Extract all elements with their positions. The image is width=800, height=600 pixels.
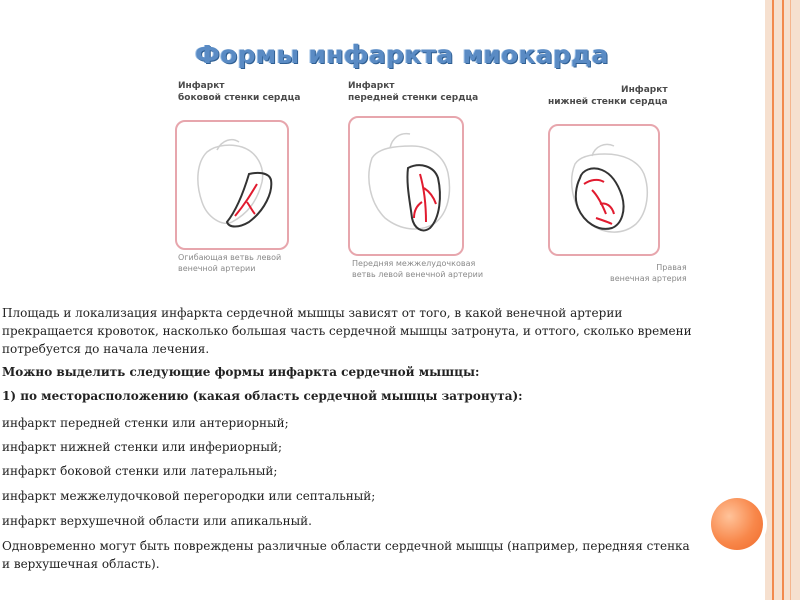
- panel-anterior-wall: [348, 116, 464, 256]
- list-item: инфаркт верхушечной области или апикальный.: [2, 514, 312, 528]
- panel-caption-line: ветвь левой венечной артерии: [352, 270, 484, 279]
- frame-line: [772, 0, 774, 600]
- panel-caption-line: Передняя межжелудочковая: [352, 259, 476, 268]
- panel-caption-line: венечная артерия: [610, 274, 687, 283]
- panel-lateral-wall: [175, 120, 289, 250]
- final-line: и верхушечная область).: [2, 557, 160, 571]
- panel-caption-inferior: [610, 262, 687, 284]
- panel-caption-line: Огибающая ветвь левой: [178, 253, 282, 262]
- panel-caption-lateral: [178, 252, 281, 274]
- panel-caption-line: Правая: [656, 263, 687, 272]
- panel-caption-line: венечной артерии: [178, 264, 256, 273]
- panel-label-lateral: [178, 80, 300, 104]
- paragraph-line: прекращается кровоток, насколько большая часть сердечной мышцы затронута, и оттого, сколько времени: [2, 324, 692, 338]
- panel-label-line: Инфаркт: [348, 81, 395, 91]
- list-item: инфаркт нижней стенки или инфериорный;: [2, 440, 282, 454]
- list-item: инфаркт боковой стенки или латеральный;: [2, 464, 278, 478]
- frame-line: [782, 0, 784, 600]
- panel-label-line: передней стенки сердца: [348, 93, 479, 103]
- panel-label-line: нижней стенки сердца: [548, 97, 668, 107]
- panel-label-line: Инфаркт: [178, 81, 225, 91]
- panel-label-anterior: [348, 80, 478, 104]
- slide-title: Формы инфаркта миокарда: [195, 40, 609, 69]
- decorative-orb: [711, 498, 763, 550]
- paragraph-line: потребуется до начала лечения.: [2, 342, 210, 356]
- heart-lateral-icon: [177, 122, 287, 248]
- heart-inferior-icon: [550, 126, 658, 254]
- panel-label-line: боковой стенки сердца: [178, 93, 301, 103]
- section-subheading: 1) по месторасположению (какая область сердечной мышцы затронута):: [2, 389, 523, 403]
- frame-line: [790, 0, 791, 600]
- section-heading: Можно выделить следующие формы инфаркта сердечной мышцы:: [2, 365, 480, 379]
- heart-anterior-icon: [350, 118, 462, 254]
- panel-inferior-wall: [548, 124, 660, 256]
- list-item: инфаркт межжелудочковой перегородки или септальный;: [2, 489, 376, 503]
- paragraph-line: Площадь и локализация инфаркта сердечной мышцы зависят от того, в какой венечной артерии: [2, 306, 623, 320]
- panel-label-inferior: [548, 84, 668, 108]
- panel-caption-anterior: [352, 258, 483, 280]
- list-item: инфаркт передней стенки или антериорный;: [2, 416, 289, 430]
- panel-label-line: Инфаркт: [621, 85, 668, 95]
- final-line: Одновременно могут быть повреждены различные области сердечной мышцы (например, передняя стенка: [2, 539, 690, 553]
